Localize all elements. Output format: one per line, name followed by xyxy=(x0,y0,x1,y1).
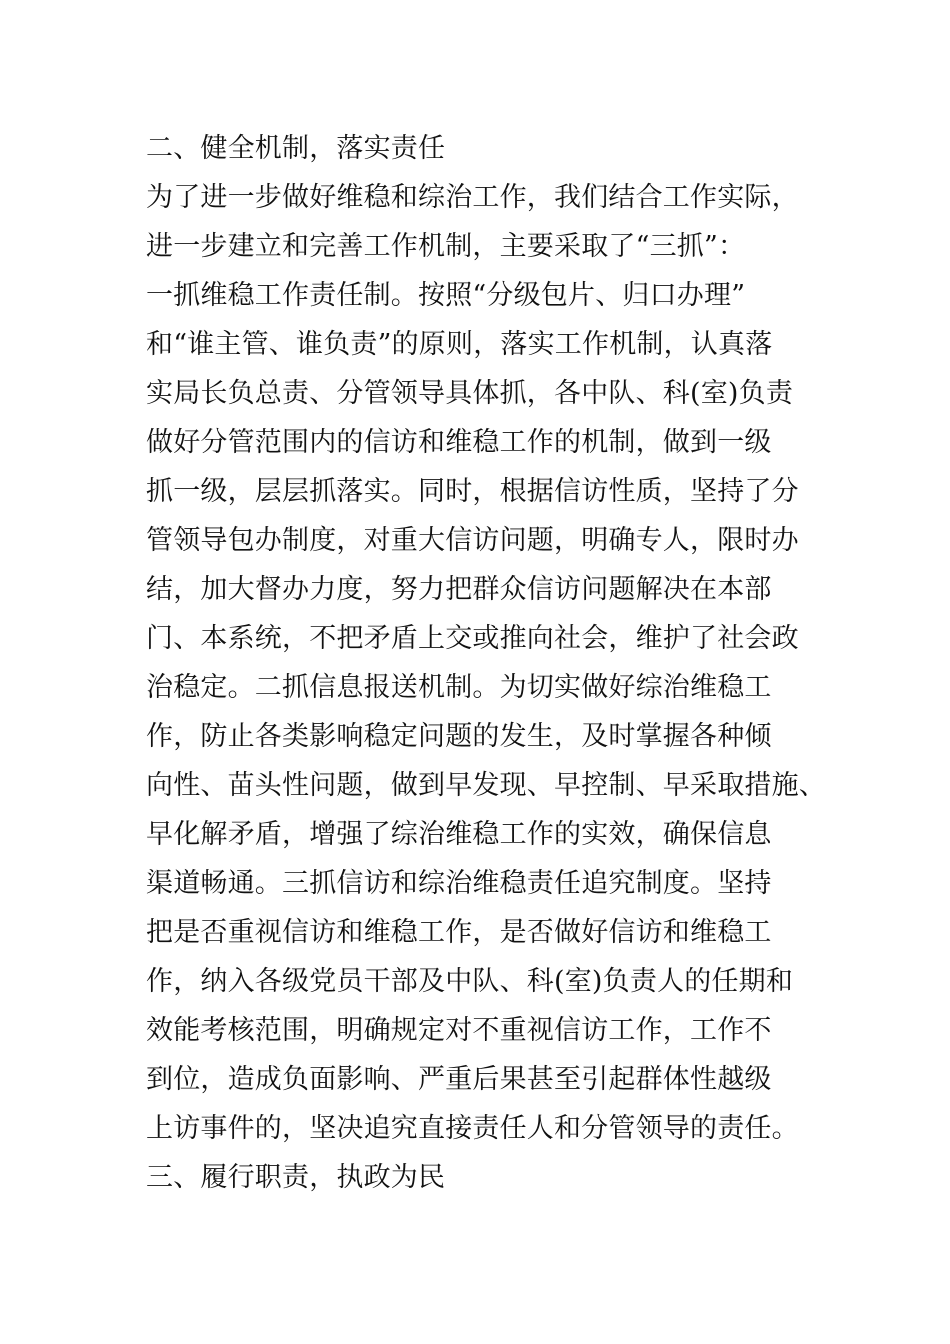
section-heading: 二、健全机制，落实责任 xyxy=(146,133,446,164)
text-line: 门、本系统，不把矛盾上交或推向社会，维护了社会政 xyxy=(146,623,799,654)
text-line: 为了进一步做好维稳和综治工作，我们结合工作实际， xyxy=(146,182,799,213)
text-line: 做好分管范围内的信访和维稳工作的机制，做到一级 xyxy=(146,427,772,458)
text-line: 抓一级，层层抓落实。同时，根据信访性质，坚持了分 xyxy=(146,476,799,507)
text-line: 早化解矛盾，增强了综治维稳工作的实效，确保信息 xyxy=(146,819,772,850)
section-heading: 三、履行职责，执政为民 xyxy=(146,1162,446,1193)
text-line: 把是否重视信访和维稳工作，是否做好信访和维稳工 xyxy=(146,917,772,948)
text-line: 管领导包办制度，对重大信访问题，明确专人，限时办 xyxy=(146,525,799,556)
text-line: 一抓维稳工作责任制。按照“分级包片、归口办理” xyxy=(146,280,746,311)
text-line: 上访事件的，坚决追究直接责任人和分管领导的责任。 xyxy=(146,1113,799,1144)
text-line: 到位，造成负面影响、严重后果甚至引起群体性越级 xyxy=(146,1064,772,1095)
text-line: 进一步建立和完善工作机制，主要采取了“三抓”： xyxy=(146,231,746,262)
text-line: 向性、苗头性问题，做到早发现、早控制、早采取措施、 xyxy=(146,770,826,801)
document-body xyxy=(146,124,826,1202)
text-line: 作，纳入各级党员干部及中队、科(室)负责人的任期和 xyxy=(146,966,794,997)
text-line: 效能考核范围，明确规定对不重视信访工作，工作不 xyxy=(146,1015,772,1046)
text-line: 结，加大督办力度，努力把群众信访问题解决在本部 xyxy=(146,574,772,605)
text-line: 治稳定。二抓信息报送机制。为切实做好综治维稳工 xyxy=(146,672,772,703)
text-line: 实局长负总责、分管领导具体抓，各中队、科(室)负责 xyxy=(146,378,794,409)
text-line: 和“谁主管、谁负责”的原则，落实工作机制，认真落 xyxy=(146,329,773,360)
text-line: 渠道畅通。三抓信访和综治维稳责任追究制度。坚持 xyxy=(146,868,772,899)
text-line: 作，防止各类影响稳定问题的发生，及时掌握各种倾 xyxy=(146,721,772,752)
